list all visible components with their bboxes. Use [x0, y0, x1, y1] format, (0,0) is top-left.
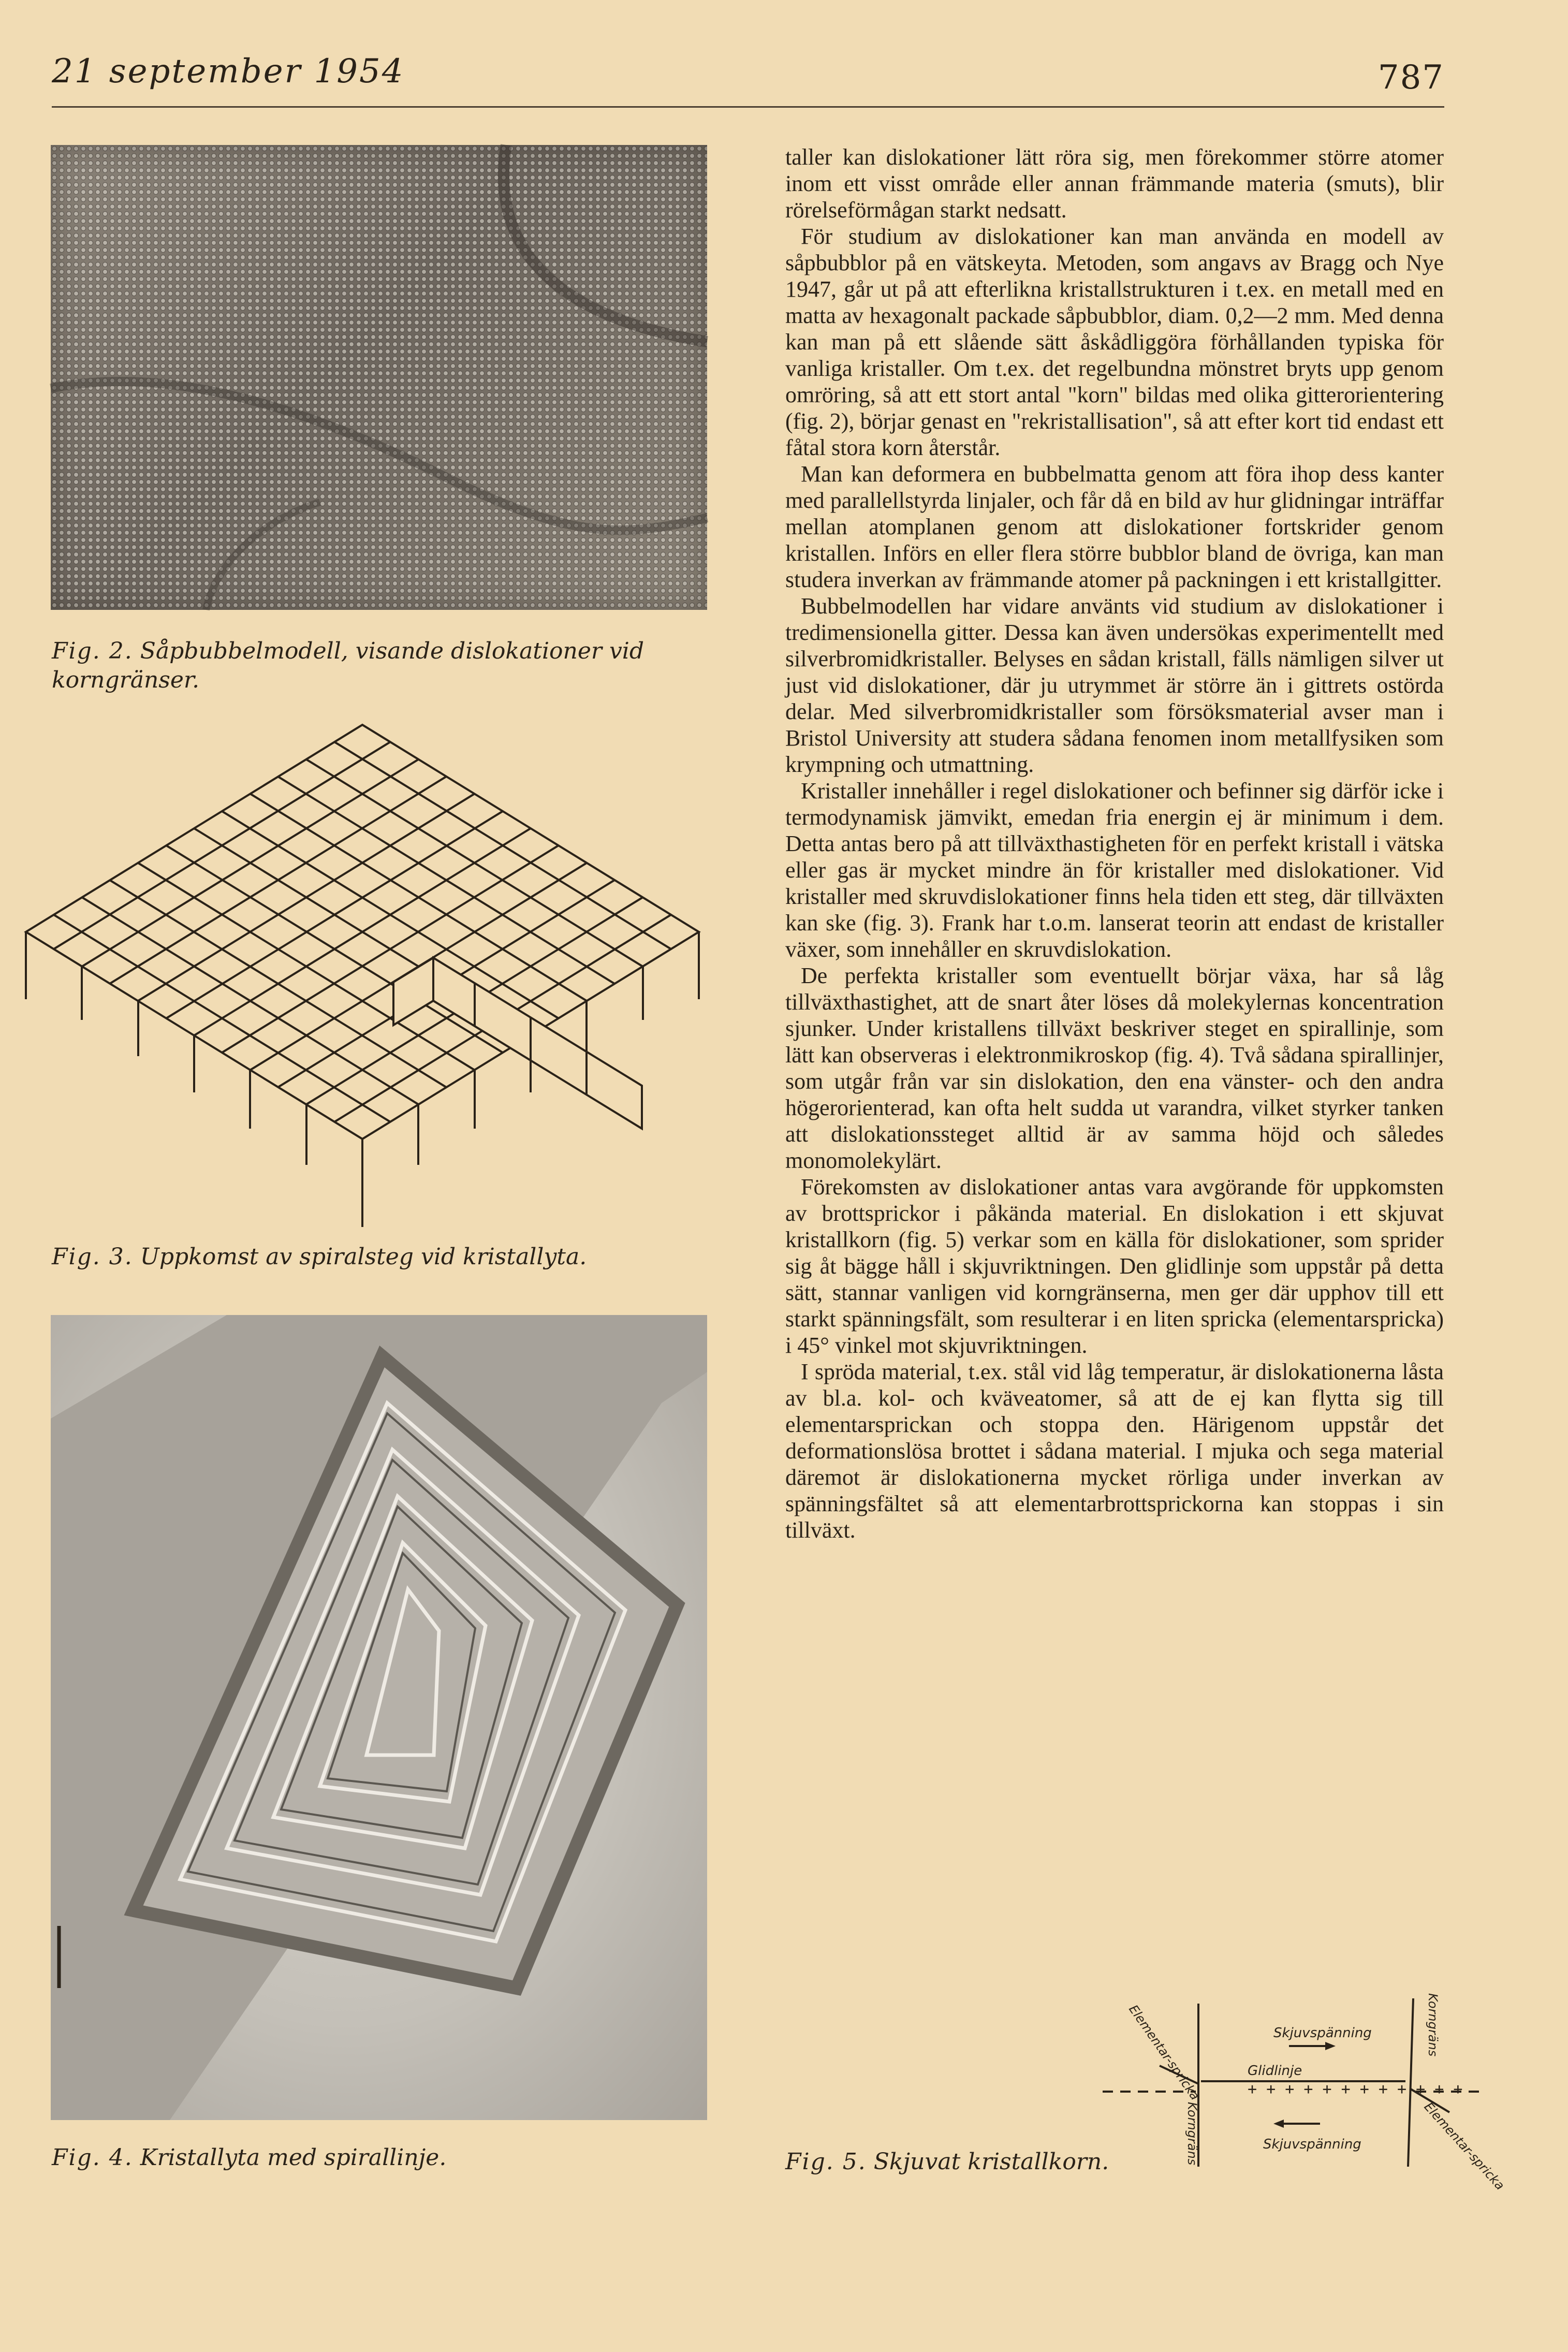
body-paragraph: Förekomsten av dislokationer antas vara avgörande för uppkomsten av brottsprickor i påkända material. En dislokation i ett skjuvat kristallkorn (fig. 5) verkar som en källa för dislokationer, som sprider sig åt bägge håll i skjuvriktningen. Den glidlinje som uppstår på detta sätt, stannar vanligen vid korngränserna, men ger där upphov till ett starkt spänningsfält, som resulterar i en liten spricka (elementarspricka) i 45° vinkel mot skjuvriktningen.	[785, 1174, 1444, 1358]
fig5-label-korngrans-top: Korngräns	[1426, 1993, 1440, 2057]
fig4-caption-text: Kristallyta med spirallinje.	[140, 2144, 447, 2171]
fig3-number: Fig. 3.	[52, 1244, 133, 1270]
fig5-label-elementarspricka-right: Elementar-spricka	[1421, 2099, 1507, 2193]
body-paragraph: I spröda material, t.ex. stål vid låg temperatur, är dislokationerna låsta av bl.a. kol- och kväveatomer, så att de ej kan flytta sig till elementarsprickan och stoppa den. Härigenom uppstår det deformationslösa brottet i sådana material. I mjuka och sega material däremot är dislokationerna mycket rörliga under inverkan av spänningsfältet så att elementarbrottsprickorna kan stoppas i sin tillväxt.	[785, 1359, 1444, 1543]
body-paragraph: De perfekta kristaller som eventuellt börjar växa, har så låg tillväxthastighet, att de snart åter löses då molekylernas koncentration sjunker. Under kristallens tillväxt beskriver steget en spirallinje, som lätt kan observeras i elektronmikroskop (fig. 4). Två sådana spirallinjer, som utgår från var sin dislokation, den ena vänster- och den andra högerorienterad, kan ofta helt sudda ut varandra, vilket styrker tanken att dislokationssteget alltid är av samma höjd och således monomolekylärt.	[785, 963, 1444, 1173]
fig4-spiral-lines	[51, 1315, 707, 2120]
body-paragraph: För studium av dislokationer kan man använda en modell av såpbubblor på en vätskeyta. Metoden, som angavs av Bragg och Nye 1947, går ut på att efterlikna kristallstrukturen i t.ex. en metall med en matta av hexagonalt packade såpbubblor, diam. 0,2—2 mm. Med denna kan man på ett slående sätt åskådliggöra förhållanden typiska för vanliga kristaller. Om t.ex. det regelbundna mönstret bryts upp genom omröring, så att ett stort antal "korn" bildas med olika gitterorientering (fig. 2), börjar genast en "rekristallisation", så att efter kort tid endast ett fåtal stora korn återstår.	[785, 224, 1444, 460]
fig5-caption	[785, 2148, 1109, 2176]
body-paragraph: Bubbelmodellen har vidare använts vid studium av dislokationer i tredimensionella gitter. Dessa kan även undersökas experimentellt med silverbromidkristaller. Belyses en sådan kristall, fälls nämligen silver ut just vid dislokationer, där ju utrymmet är större än i gittrets ostörda delar. Med silverbromidkristaller som försöksmaterial avser man i Bristol University att studera sådana fenomen inom metallfysiken som krympning och utmattning.	[785, 593, 1444, 777]
fig3-caption	[52, 1243, 720, 1272]
fig4-caption	[52, 2143, 720, 2172]
fig5-sheared-grain-diagram	[1092, 1988, 1507, 2193]
header-date: 21 september 1954	[52, 52, 405, 91]
fig2-caption-text: Såpbubbelmodell, visande dislokationer vid korngränser.	[52, 638, 644, 693]
fig2-caption	[52, 637, 720, 695]
page-header	[52, 49, 1444, 108]
fig5-label-elementarspricka-left: Elementar-spricka	[1126, 2002, 1203, 2103]
fig2-soap-bubble-photo	[51, 145, 707, 610]
body-paragraph: Man kan deformera en bubbelmatta genom att föra ihop dess kanter med parallellstyrda linjaler, och får då en bild av hur glidningar inträffar mellan atomplanen genom att dislokationer fortskrider genom kristallen. Införs en eller flera större bubblor bland de övriga, kan man studera inverkan av främmande atomer på packningen i ett kristallgitter.	[785, 461, 1444, 592]
fig2-number: Fig. 2.	[52, 638, 133, 664]
fig2-grain-boundaries	[51, 145, 707, 610]
page-number: 787	[1378, 59, 1444, 97]
fig5-label-glidlinje: Glidlinje	[1248, 2063, 1302, 2079]
fig3-spiral-step-diagram	[31, 709, 725, 1232]
fig4-number: Fig. 4.	[52, 2144, 133, 2171]
body-paragraph: taller kan dislokationer lätt röra sig, men förekommer större atomer inom ett visst område eller annan främmande materia (smuts), blir rörelseförmågan starkt nedsatt.	[785, 144, 1444, 223]
fig5-caption-text: Skjuvat kristallkorn.	[873, 2149, 1109, 2175]
fig5-label-skjuvspanning-bottom: Skjuvspänning	[1263, 2137, 1361, 2152]
article-body	[785, 144, 1444, 1543]
fig3-caption-text: Uppkomst av spiralsteg vid kristallyta.	[140, 1244, 587, 1270]
fig5-label-skjuvspanning-top: Skjuvspänning	[1273, 2025, 1372, 2041]
body-paragraph: Kristaller innehåller i regel dislokationer och befinner sig därför icke i termodynamisk jämvikt, emedan fria energin ej är minimum i dem. Detta antas bero på att tillväxthastigheten för en perfekt kristall i vätska eller gas är mycket mindre än för kristaller med dislokationer. Vid kristaller med skruvdislokationer finns hela tiden ett steg, där tillväxten kan ske (fig. 3). Frank har t.o.m. lanserat teorin att endast de kristaller växer, som innehåller en skruvdislokation.	[785, 778, 1444, 962]
fig5-number: Fig. 5.	[785, 2149, 867, 2175]
fig5-label-korngrans-bottom: Korngräns	[1185, 2102, 1199, 2166]
fig3-grid-lines	[26, 725, 699, 1227]
fig4-crystal-spiral-photo	[51, 1315, 707, 2120]
svg-text:+ + + + + + + + + + + +: + + + + + + + + + + + +	[1248, 2080, 1463, 2098]
